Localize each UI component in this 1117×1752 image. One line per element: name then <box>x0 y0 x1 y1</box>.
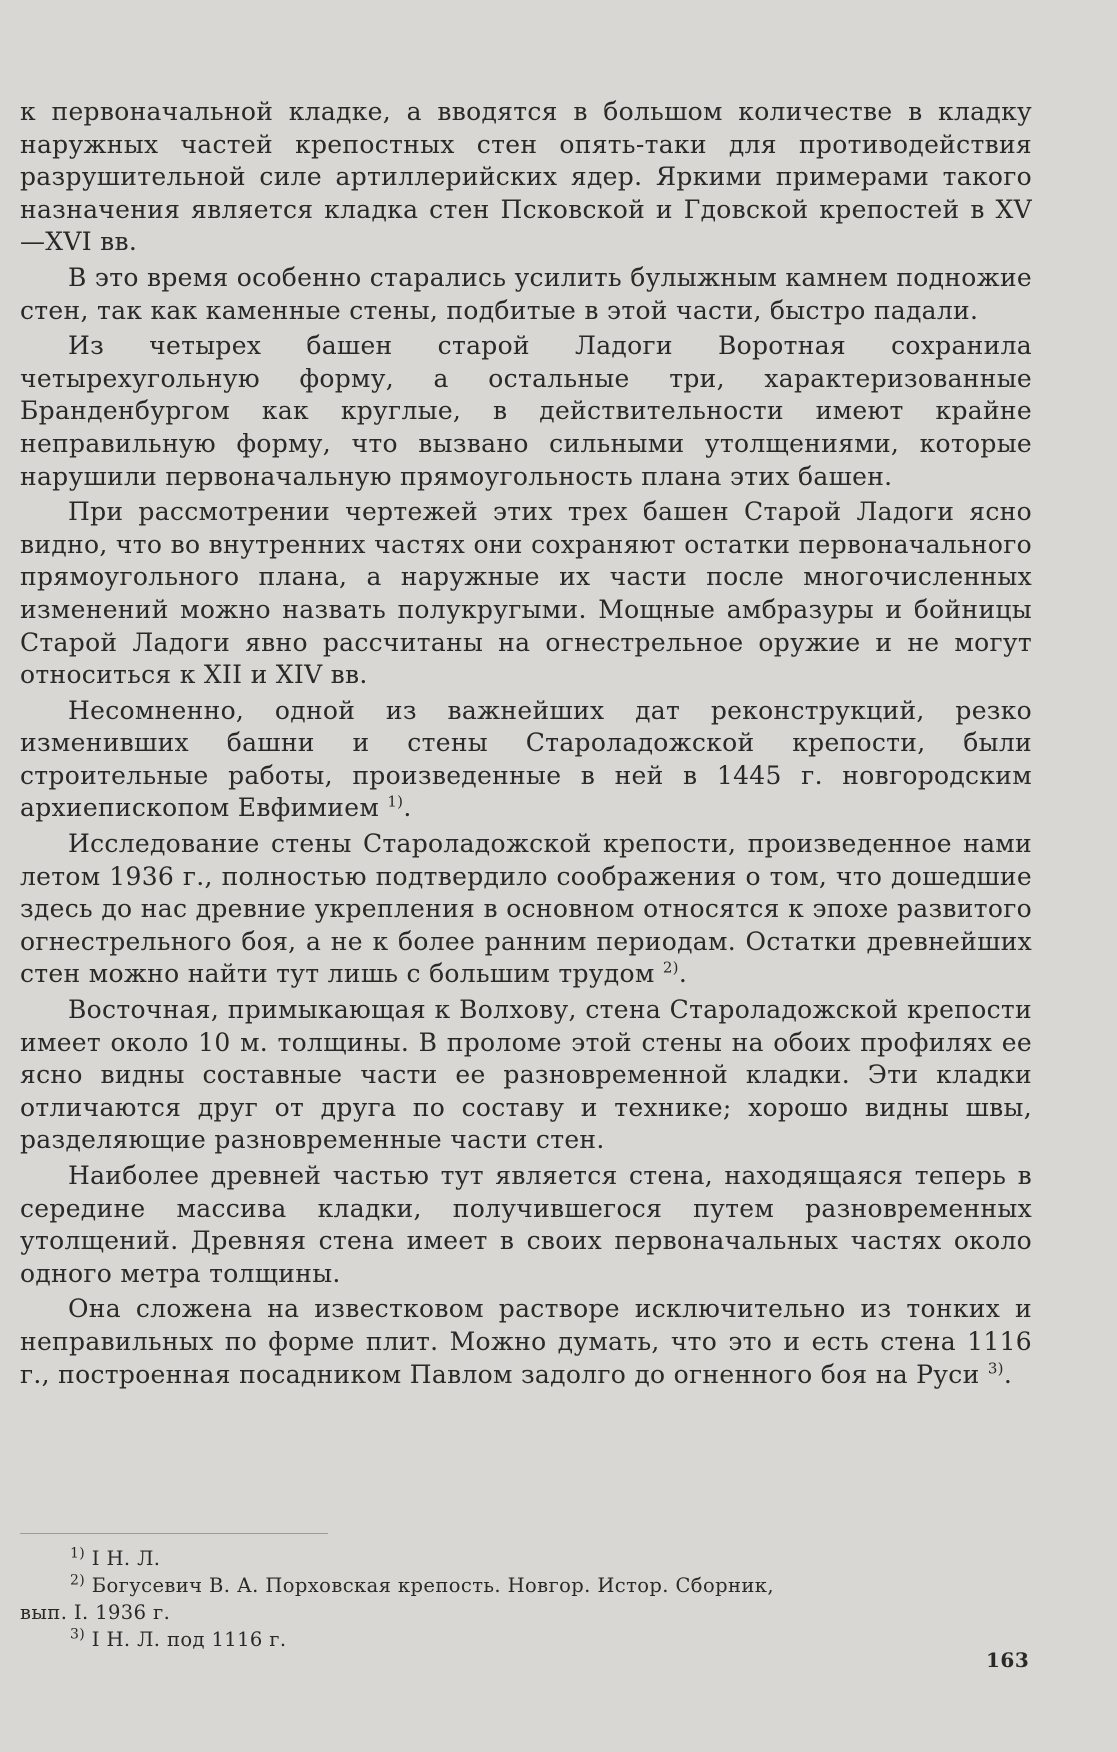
paragraph-6 <box>20 828 1032 991</box>
paragraph-3: Из четырех башен старой Ладоги Воротная сохранила четырехугольную форму, а остальные три, характеризованные Бранденбургом как круглые, в действительности имеют крайне неправильную форму, что вызвано сильными утолщениями, которые нарушили первоначальную прямоугольность плана этих башен. <box>20 331 1032 491</box>
footnote-3 <box>20 1626 1020 1653</box>
page-number: 163 <box>986 1648 1030 1672</box>
footnote-1-mark: 1) <box>70 1545 86 1562</box>
footnote-3-mark: 3) <box>70 1626 86 1643</box>
paragraph-9-text: Она сложена на известковом растворе исключительно из тонких и неправильных по форме плит. Можно думать, что это и есть стена 1116 г., построенная посадником Павлом задолго до огненного боя на Руси <box>20 1294 1032 1389</box>
paragraph-5-text: Несомненно, одной из важнейших дат реконструкций, резко изменивших башни и стены Староладожской крепости, были строительные работы, произведенные в ней в 1445 г. новгородским архиепископом Евфимием <box>20 695 1032 823</box>
paragraph-5-tail: . <box>403 793 412 823</box>
footnote-1-text: I Н. Л. <box>85 1547 161 1570</box>
footnote-1 <box>20 1545 1020 1572</box>
paragraph-9-tail: . <box>1003 1359 1013 1389</box>
paragraph-6-tail: . <box>678 959 688 989</box>
footnote-ref-1: 1) <box>387 793 404 812</box>
paragraph-1: к первоначальной кладке, а вводятся в большом количестве в кладку наружных частей крепостных стен опять-таки для противодействия разрушительной силе артиллерийских ядер. Яркими примерами такого назначения является кладка стен Псковской и Гдовской крепостей в XV—XVI вв. <box>20 97 1032 257</box>
paragraph-5 <box>20 695 1032 825</box>
paragraph-8: Наиболее древней частью тут является стена, находящаяся теперь в середине массива кладки, получившегося путем разновременных утолщений. Древняя стена имеет в своих первоначальных частях около одного метра толщины. <box>20 1161 1032 1288</box>
footnote-2-mark: 2) <box>70 1572 86 1589</box>
footnote-separator <box>20 1533 328 1534</box>
footnotes <box>20 1545 1020 1653</box>
footnote-ref-3: 3) <box>987 1359 1004 1378</box>
footnote-ref-2: 2) <box>662 959 679 978</box>
paragraph-4: При рассмотрении чертежей этих трех башен Старой Ладоги ясно видно, что во внутренних частях они сохраняют остатки первоначального прямоугольного плана, а наружные их части после многочисленных изменений можно назвать полукругыми. Мощные амбразуры и бойницы Старой Ладоги явно рассчитаны на огнестрельное оружие и не могут относиться к XII и XIV вв. <box>20 497 1032 690</box>
footnote-2 <box>20 1572 1020 1599</box>
paragraph-9 <box>20 1293 1032 1391</box>
paragraph-2: В это время особенно старались усилить булыжным камнем подножие стен, так как каменные стены, подбитые в этой части, быстро падали. <box>20 262 1033 325</box>
paragraph-7: Восточная, примыкающая к Волхову, стена Староладожской крепости имеет около 10 м. толщины. В проломе этой стены на обоих профилях ее ясно видны составные части ее разновременной кладки. Эти кладки отличаются друг от друга по составу и технике; хорошо видны швы, разделяющие разновременные части стен. <box>20 995 1032 1155</box>
footnote-2-continuation: вып. I. 1936 г. <box>20 1601 171 1624</box>
main-text <box>20 96 1032 1394</box>
footnote-2-text: Богусевич В. А. Порховская крепость. Новгор. Истор. Сборник, <box>85 1574 774 1597</box>
footnote-3-text: I Н. Л. под 1116 г. <box>85 1628 287 1651</box>
paragraph-6-text: Исследование стены Староладожской крепости, произведенное нами летом 1936 г., полностью подтвердило соображения о том, что дошедшие здесь до нас древние укрепления в основном относятся к эпохе развитого огнестрельного боя, а не к более ранним периодам. Остатки древнейших стен можно найти тут лишь с большим трудом <box>20 829 1032 989</box>
